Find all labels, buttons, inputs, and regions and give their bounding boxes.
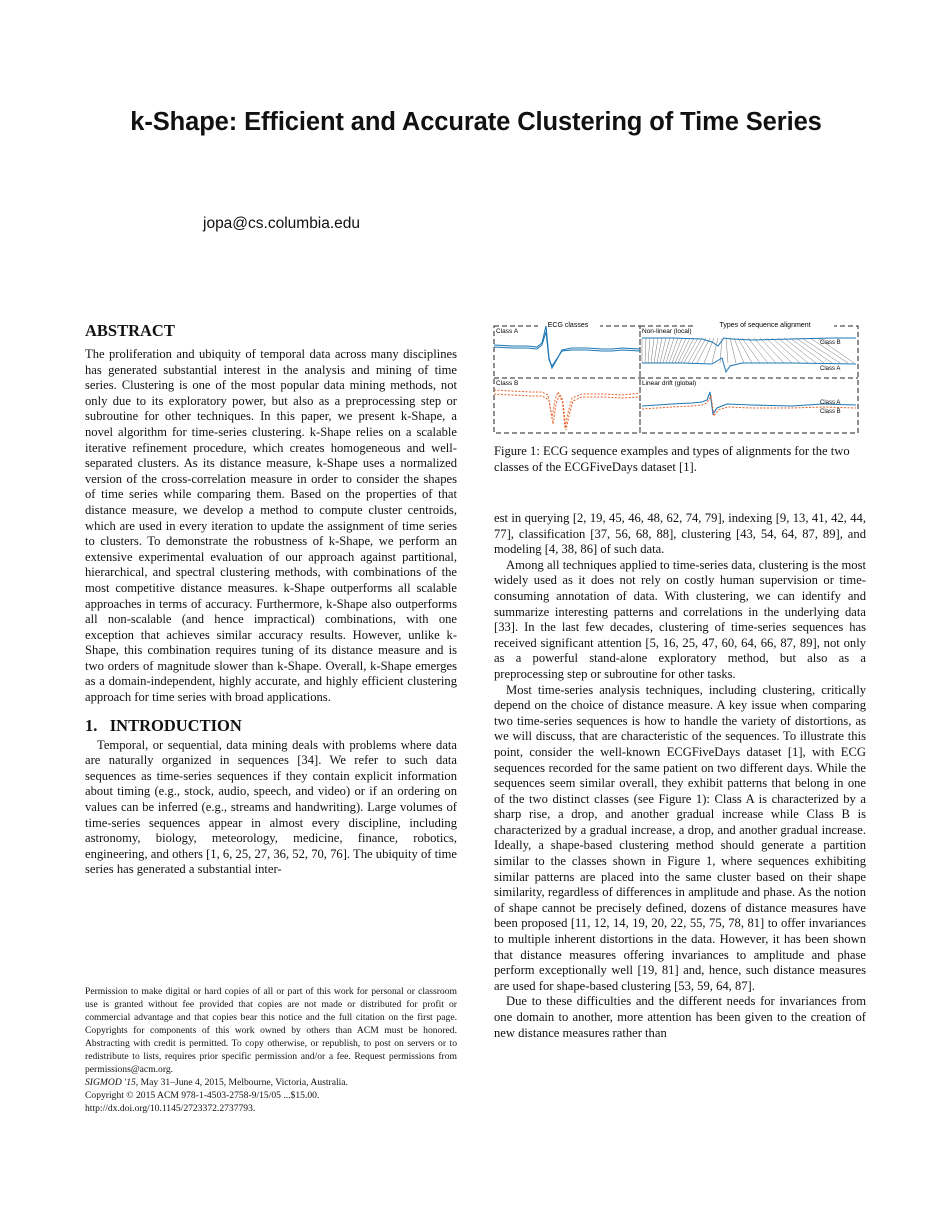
intro-paragraph-1-cont: est in querying [2, 19, 45, 46, 48, 62, 74, 79], indexing [9, 13, 41, 42, 44, 77], classification [37, 56, 68, 88], clustering [43, 54, 64, 87, 89], and modeling [4, 38, 86] of such data. bbox=[494, 511, 866, 557]
intro-paragraph-3: Most time-series analysis techniques, including clustering, critically depend on the choice of distance measure. A key issue when comparing two time-series sequences is how to handle the variety of distortions, as we will discuss, that are characteristic of the sequences. To illustrate this point, consider the well-known ECGFiveDays dataset [1], with ECG sequences recorded for the same patient on two different days. While the sequences seem similar overall, they exhibit patterns that belong in one of the two distinct classes (see Figure 1): Class A is characterized by a sharp rise, a drop, and another gradual increase while Class B is characterized by a gradual increase, a drop, and another gradual increase. Ideally, a shape-based clustering method should generate a partition similar to the classes shown in Figure 1, where sequences exhibiting similar patterns are placed into the same cluster based on their shape similarity, regardless of differences in amplitude and phase. As the notion of shape cannot be precisely defined, dozens of distance measures have been proposed [11, 12, 14, 19, 20, 22, 55, 75, 78, 81] to offer invariances to multiple inherent distortions in the data. However, it has been shown that distance measures offering invariances to amplitude and phase perform exceptionally well [19, 81] and, hence, such distance measures are used for shape-based clustering [53, 59, 64, 87]. bbox=[494, 682, 866, 993]
figure-caption: Figure 1: ECG sequence examples and types of alignments for the two classes of the ECGFiveDays dataset [1]. bbox=[494, 444, 850, 474]
linear-label: Linear drift (global) bbox=[642, 380, 697, 387]
nonlinear-label: Non-linear (local) bbox=[642, 328, 692, 335]
paper-title: k-Shape: Efficient and Accurate Clustering of Time Series bbox=[130, 108, 822, 136]
nonlinear-class-b-label: Class B bbox=[820, 340, 841, 346]
class-b-curve-2 bbox=[494, 394, 640, 430]
permission-footnote bbox=[85, 985, 457, 1115]
copyright-line: Copyright © 2015 ACM 978-1-4503-2758-9/15/05 ...$15.00. bbox=[85, 1090, 320, 1101]
linear-class-a-label: Class A bbox=[820, 400, 841, 406]
author-email: jopa@cs.columbia.edu bbox=[203, 215, 361, 232]
intro-paragraph-4: Due to these difficulties and the different needs for invariances from one domain to another, more attention has been given to the creation of new distance measures rather than bbox=[494, 994, 866, 1040]
permission-text: Permission to make digital or hard copies of all or part of this work for personal or classroom use is granted without fee provided that copies are not made or distributed for profit or commercial advantage and that copies bear this notice and the full citation on the first page. Copyrights for components of this work owned by others than ACM must be honored. Abstracting with credit is permitted. To copy otherwise, or republish, to post on servers or to redistribute to lists, requires prior specific permission and/or a fee. Request permissions from permissions@acm.org. bbox=[85, 986, 457, 1075]
doi-link: http://dx.doi.org/10.1145/2723372.2737793. bbox=[85, 1103, 256, 1114]
abstract-text: The proliferation and ubiquity of temporal data across many disciplines has generated substantial interest in the analysis and mining of time series. Clustering is one of the most popular data mining methods, not only due to its exploratory power, but also as a preprocessing step or subroutine for other techniques. In this paper, we present k-Shape, a novel algorithm for time-series clustering. k-Shape relies on a scalable iterative refinement procedure, which creates homogeneous and well-separated clusters. As its distance measure, k-Shape uses a normalized version of the cross-correlation measure in order to consider the shapes of time series while comparing them. Based on the properties of that distance measure, we develop a method to compute cluster centroids, which are used in every iteration to update the assignment of time series to clusters. To demonstrate the robustness of k-Shape, we perform an extensive experimental evaluation of our approach against partitional, hierarchical, and spectral clustering methods, with combinations of the most competitive distance measures. k-Shape outperforms all scalable approaches in terms of accuracy. Furthermore, k-Shape also outperforms all non-scalable (and hence impractical) combinations, with one exception that achieves similar accuracy results. However, unlike k-Shape, this combination requires tuning of its distance measure and is two orders of magnitude slower than k-Shape. Overall, k-Shape emerges as a domain-independent, highly accurate, and highly efficient clustering approach for time series with broad applications. bbox=[85, 347, 457, 705]
abstract-heading: ABSTRACT bbox=[85, 321, 175, 340]
intro-heading: 1. INTRODUCTION bbox=[85, 715, 242, 735]
alignment-types-label: Types of sequence alignment bbox=[719, 322, 811, 329]
left-column bbox=[85, 321, 457, 878]
figure-1 bbox=[492, 318, 864, 436]
ecg-classes-label: ECG classes bbox=[547, 322, 589, 329]
conference-venue: SIGMOD '15, May 31–June 4, 2015, Melbourne, Victoria, Australia. bbox=[85, 1077, 348, 1088]
class-a-label: Class A bbox=[496, 328, 519, 335]
class-b-curve bbox=[494, 390, 640, 428]
nonlinear-class-a-label: Class A bbox=[820, 366, 841, 372]
class-b-label: Class B bbox=[496, 380, 519, 387]
intro-paragraph-1: Temporal, or sequential, data mining deals with problems where data are naturally organized in sequences [34]. We refer to such data sequences as time-series sequences if they contain explicit information about timing (e.g., stock, audio, speech, and video) or if an ordering on values can be inferred (e.g., streams and handwriting). Large volumes of time-series sequences appear in almost every discipline, including astronomy, biology, meteorology, medicine, finance, robotics, engineering, and others [1, 6, 25, 27, 36, 52, 70, 76]. The ubiquity of time series has generated a substantial inter- bbox=[85, 737, 457, 877]
right-column bbox=[494, 511, 866, 1041]
intro-paragraph-2: Among all techniques applied to time-series data, clustering is the most widely used as it does not rely on costly human supervision or time-consuming annotation of data. With clustering, we can identify and summarize interesting patterns and correlations in the underlying data [33]. In the last few decades, clustering of time-series sequences has received significant attention [5, 16, 25, 47, 60, 64, 66, 87, 89], not only as a powerful stand-alone exploratory method, but also as a preprocessing step or subroutine for other tasks. bbox=[494, 557, 866, 681]
linear-class-b-label: Class B bbox=[820, 409, 841, 415]
